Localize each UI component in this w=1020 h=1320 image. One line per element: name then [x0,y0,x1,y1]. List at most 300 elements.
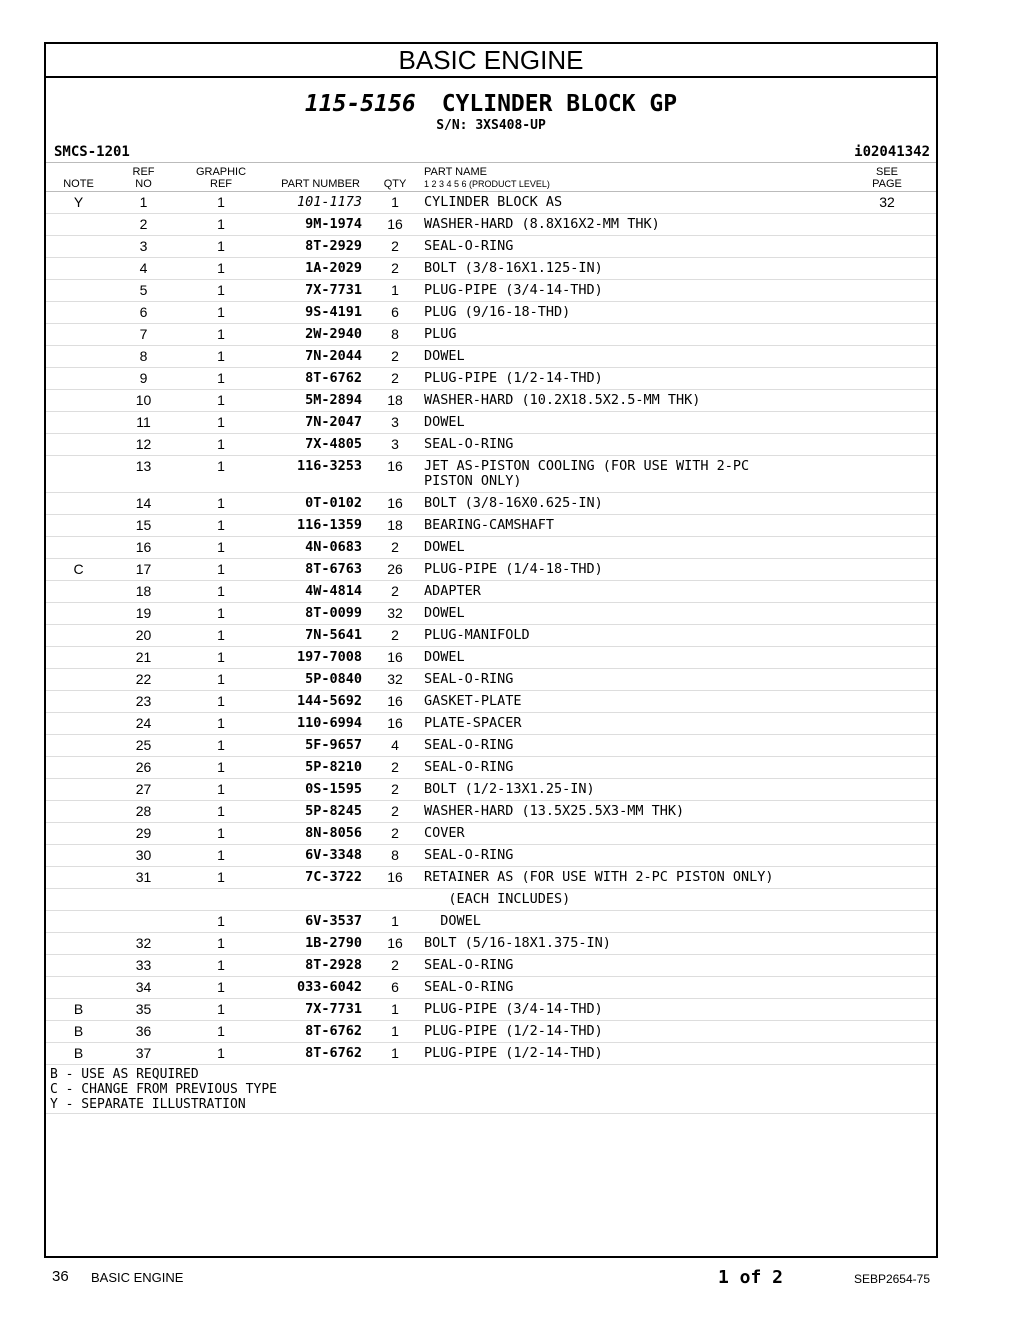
cell-part-number: 7N-5641 [266,625,372,647]
cell-part-number: 8T-6762 [266,1043,372,1065]
cell-graphic-ref: 1 [176,845,266,867]
cell-note [46,280,111,302]
cell-note [46,258,111,280]
cell-part-name: SEAL-O-RING [418,977,838,999]
table-row [46,933,936,955]
cell-qty: 18 [372,515,418,537]
cell-graphic-ref: 1 [176,537,266,559]
table-row [46,999,936,1021]
cell-note [46,757,111,779]
col-note: NOTE [46,163,111,192]
cell-part-name: WASHER-HARD (8.8X16X2-MM THK) [418,214,838,236]
section-title: BASIC ENGINE [46,44,936,78]
cell-qty: 8 [372,324,418,346]
cell-qty: 2 [372,801,418,823]
cell-qty: 2 [372,537,418,559]
cell-part-number: 0T-0102 [266,493,372,515]
cell-see-page [838,1021,936,1043]
cell-part-number: 4N-0683 [266,537,372,559]
cell-part-name: CYLINDER BLOCK AS [418,192,838,214]
cell-qty: 2 [372,955,418,977]
cell-ref-no: 28 [111,801,176,823]
cell-part-name: DOWEL [418,603,838,625]
cell-graphic-ref: 1 [176,412,266,434]
cell-part-number: 8T-6762 [266,368,372,390]
cell-qty: 16 [372,214,418,236]
cell-part-name: SEAL-O-RING [418,236,838,258]
cell-ref-no: 31 [111,867,176,889]
cell-part-name: BEARING-CAMSHAFT [418,515,838,537]
cell-graphic-ref: 1 [176,493,266,515]
cell-part-number: 8T-6762 [266,1021,372,1043]
cell-part-name: SEAL-O-RING [418,845,838,867]
cell-part-name: PLUG (9/16-18-THD) [418,302,838,324]
cell-part-name: ADAPTER [418,581,838,603]
cell-note [46,713,111,735]
cell-graphic-ref: 1 [176,559,266,581]
table-row [46,559,936,581]
cell-note [46,581,111,603]
cell-qty: 32 [372,603,418,625]
cell-graphic-ref: 1 [176,757,266,779]
cell-part-number: 5P-8210 [266,757,372,779]
cell-see-page [838,515,936,537]
cell-note [46,214,111,236]
cell-note [46,390,111,412]
cell-see-page [838,214,936,236]
cell-graphic-ref: 1 [176,779,266,801]
cell-graphic-ref: 1 [176,236,266,258]
cell-ref-no: 7 [111,324,176,346]
cell-note [46,889,111,911]
cell-see-page [838,955,936,977]
cell-note [46,603,111,625]
group-title [46,90,936,118]
cell-note [46,779,111,801]
cell-part-name: RETAINER AS (FOR USE WITH 2-PC PISTON ONLY) [418,867,838,889]
cell-graphic-ref: 1 [176,302,266,324]
cell-see-page [838,625,936,647]
table-row [46,434,936,456]
cell-part-number: 6V-3537 [266,911,372,933]
cell-qty: 2 [372,625,418,647]
col-graphic-ref: GRAPHIC REF [176,163,266,192]
cell-part-number: 2W-2940 [266,324,372,346]
cell-qty: 16 [372,456,418,493]
cell-graphic-ref: 1 [176,390,266,412]
cell-part-name: PLUG-PIPE (3/4-14-THD) [418,999,838,1021]
cell-graphic-ref: 1 [176,955,266,977]
cell-see-page [838,867,936,889]
cell-graphic-ref: 1 [176,735,266,757]
cell-ref-no: 5 [111,280,176,302]
illustration-id: i02041342 [854,144,930,160]
note-c: C - CHANGE FROM PREVIOUS TYPE [50,1082,277,1097]
cell-graphic-ref: 1 [176,515,266,537]
cell-part-name: WASHER-HARD (10.2X18.5X2.5-MM THK) [418,390,838,412]
cell-part-number: 9S-4191 [266,302,372,324]
cell-part-number: 8T-0099 [266,603,372,625]
cell-graphic-ref: 1 [176,867,266,889]
table-row [46,346,936,368]
cell-see-page [838,889,936,911]
cell-part-number: 116-3253 [266,456,372,493]
smcs-row [46,142,936,162]
cell-note [46,647,111,669]
cell-part-number: 4W-4814 [266,581,372,603]
cell-qty: 6 [372,302,418,324]
cell-note [46,434,111,456]
cell-ref-no: 23 [111,691,176,713]
cell-note [46,625,111,647]
cell-qty: 26 [372,559,418,581]
cell-part-number: 5M-2894 [266,390,372,412]
cell-part-name: SEAL-O-RING [418,757,838,779]
cell-ref-no: 14 [111,493,176,515]
cell-graphic-ref: 1 [176,214,266,236]
cell-ref-no: 4 [111,258,176,280]
cell-see-page [838,911,936,933]
col-qty: QTY [372,163,418,192]
table-row [46,691,936,713]
cell-note [46,537,111,559]
cell-ref-no: 37 [111,1043,176,1065]
notes-legend [46,1065,936,1114]
cell-ref-no: 3 [111,236,176,258]
cell-note: B [46,999,111,1021]
cell-part-number: 6V-3348 [266,845,372,867]
parts-page-frame [44,42,938,1258]
cell-note [46,346,111,368]
cell-ref-no: 29 [111,823,176,845]
cell-qty: 2 [372,779,418,801]
cell-note [46,669,111,691]
cell-graphic-ref: 1 [176,911,266,933]
cell-graphic-ref: 1 [176,625,266,647]
cell-qty: 18 [372,390,418,412]
table-row [46,911,936,933]
cell-qty: 2 [372,757,418,779]
cell-note: C [46,559,111,581]
table-row [46,625,936,647]
table-row [46,236,936,258]
cell-qty: 1 [372,1043,418,1065]
table-row [46,889,936,911]
cell-graphic-ref [176,889,266,911]
cell-qty: 1 [372,192,418,214]
cell-part-name: PLUG [418,324,838,346]
table-row [46,493,936,515]
cell-part-number: 8T-2928 [266,955,372,977]
smcs-code: SMCS-1201 [54,144,130,160]
cell-see-page [838,537,936,559]
cell-graphic-ref: 1 [176,1021,266,1043]
cell-graphic-ref: 1 [176,346,266,368]
cell-ref-no: 20 [111,625,176,647]
cell-ref-no: 36 [111,1021,176,1043]
col-part-number: PART NUMBER [266,163,372,192]
cell-ref-no: 15 [111,515,176,537]
table-row [46,823,936,845]
cell-part-number: 8N-8056 [266,823,372,845]
cell-see-page [838,324,936,346]
cell-see-page [838,236,936,258]
cell-part-name: GASKET-PLATE [418,691,838,713]
cell-part-number: 7N-2044 [266,346,372,368]
cell-see-page: 32 [838,192,936,214]
cell-graphic-ref: 1 [176,456,266,493]
cell-qty: 1 [372,280,418,302]
cell-note [46,845,111,867]
cell-see-page [838,603,936,625]
note-y: Y - SEPARATE ILLUSTRATION [50,1097,246,1112]
cell-part-number: 101-1173 [266,192,372,214]
cell-part-number: 144-5692 [266,691,372,713]
cell-ref-no: 10 [111,390,176,412]
cell-ref-no: 27 [111,779,176,801]
table-row [46,977,936,999]
cell-graphic-ref: 1 [176,192,266,214]
cell-ref-no: 24 [111,713,176,735]
cell-graphic-ref: 1 [176,999,266,1021]
cell-graphic-ref: 1 [176,823,266,845]
cell-note [46,324,111,346]
table-row [46,581,936,603]
cell-qty: 2 [372,236,418,258]
footer-section: BASIC ENGINE [91,1270,184,1285]
cell-part-name: BOLT (3/8-16X0.625-IN) [418,493,838,515]
table-header-row [46,163,936,192]
cell-part-name: COVER [418,823,838,845]
cell-part-number: 5P-0840 [266,669,372,691]
cell-note: Y [46,192,111,214]
cell-note [46,493,111,515]
cell-part-name: BOLT (5/16-18X1.375-IN) [418,933,838,955]
cell-graphic-ref: 1 [176,801,266,823]
cell-part-name: (EACH INCLUDES) [418,889,838,911]
cell-graphic-ref: 1 [176,977,266,999]
cell-part-number: 7X-4805 [266,434,372,456]
table-row [46,757,936,779]
cell-see-page [838,1043,936,1065]
cell-qty: 3 [372,412,418,434]
cell-part-name: DOWEL [418,346,838,368]
cell-ref-no: 16 [111,537,176,559]
cell-ref-no [111,911,176,933]
table-row [46,412,936,434]
cell-note [46,456,111,493]
table-row [46,647,936,669]
cell-part-number: 5P-8245 [266,801,372,823]
cell-see-page [838,713,936,735]
cell-part-number: 9M-1974 [266,214,372,236]
cell-graphic-ref: 1 [176,713,266,735]
cell-qty: 32 [372,669,418,691]
cell-graphic-ref: 1 [176,581,266,603]
cell-note: B [46,1021,111,1043]
cell-see-page [838,434,936,456]
cell-qty: 3 [372,434,418,456]
col-ref-no: REF NO [111,163,176,192]
table-row [46,258,936,280]
cell-qty: 1 [372,999,418,1021]
cell-note [46,977,111,999]
table-row [46,603,936,625]
cell-part-name: PLUG-PIPE (1/2-14-THD) [418,368,838,390]
cell-note [46,801,111,823]
table-row [46,713,936,735]
cell-qty: 2 [372,258,418,280]
cell-ref-no: 6 [111,302,176,324]
cell-note [46,412,111,434]
cell-part-number: 8T-2929 [266,236,372,258]
cell-ref-no: 8 [111,346,176,368]
cell-see-page [838,412,936,434]
cell-graphic-ref: 1 [176,368,266,390]
cell-see-page [838,801,936,823]
product-level-header: 1 2 3 4 5 6 (PRODUCT LEVEL) [424,179,550,189]
cell-qty: 16 [372,493,418,515]
cell-part-number [266,889,372,911]
cell-part-name: PLATE-SPACER [418,713,838,735]
cell-part-name: DOWEL [418,537,838,559]
table-row [46,302,936,324]
cell-see-page [838,493,936,515]
cell-graphic-ref: 1 [176,324,266,346]
group-name: CYLINDER BLOCK GP [441,91,678,117]
table-row [46,280,936,302]
table-row [46,515,936,537]
table-row [46,669,936,691]
cell-note [46,236,111,258]
cell-part-name: DOWEL [418,647,838,669]
cell-note [46,823,111,845]
cell-ref-no: 33 [111,955,176,977]
table-row [46,390,936,412]
parts-table [46,162,936,1065]
cell-part-number: 7X-7731 [266,999,372,1021]
cell-ref-no: 30 [111,845,176,867]
cell-note [46,911,111,933]
cell-part-number: 1B-2790 [266,933,372,955]
cell-see-page [838,669,936,691]
cell-part-name: PLUG-PIPE (1/2-14-THD) [418,1043,838,1065]
cell-part-name: DOWEL [418,911,838,933]
cell-note [46,368,111,390]
cell-see-page [838,581,936,603]
cell-see-page [838,280,936,302]
cell-see-page [838,302,936,324]
cell-part-name: BOLT (3/8-16X1.125-IN) [418,258,838,280]
table-row [46,456,936,493]
cell-ref-no: 35 [111,999,176,1021]
cell-qty: 6 [372,977,418,999]
cell-part-name: SEAL-O-RING [418,434,838,456]
cell-part-name: BOLT (1/2-13X1.25-IN) [418,779,838,801]
cell-graphic-ref: 1 [176,691,266,713]
cell-qty: 2 [372,581,418,603]
cell-ref-no: 34 [111,977,176,999]
cell-ref-no: 1 [111,192,176,214]
cell-see-page [838,368,936,390]
cell-ref-no: 13 [111,456,176,493]
cell-note [46,933,111,955]
cell-qty: 2 [372,823,418,845]
cell-qty: 16 [372,933,418,955]
cell-part-number: 0S-1595 [266,779,372,801]
cell-graphic-ref: 1 [176,258,266,280]
cell-ref-no: 11 [111,412,176,434]
cell-see-page [838,647,936,669]
cell-note [46,735,111,757]
cell-qty: 16 [372,867,418,889]
cell-part-name: WASHER-HARD (13.5X25.5X3-MM THK) [418,801,838,823]
cell-ref-no [111,889,176,911]
cell-part-name: SEAL-O-RING [418,955,838,977]
cell-ref-no: 25 [111,735,176,757]
cell-note: B [46,1043,111,1065]
cell-graphic-ref: 1 [176,647,266,669]
cell-see-page [838,735,936,757]
cell-part-number: 7N-2047 [266,412,372,434]
cell-ref-no: 22 [111,669,176,691]
cell-qty: 16 [372,647,418,669]
cell-graphic-ref: 1 [176,603,266,625]
cell-part-number: 110-6994 [266,713,372,735]
table-row [46,324,936,346]
document-id: SEBP2654-75 [853,1272,930,1286]
cell-graphic-ref: 1 [176,434,266,456]
cell-part-name: PLUG-PIPE (3/4-14-THD) [418,280,838,302]
cell-note [46,867,111,889]
page-of: 1 of 2 [718,1267,784,1288]
cell-ref-no: 12 [111,434,176,456]
cell-see-page [838,691,936,713]
cell-part-number: 197-7008 [266,647,372,669]
table-row [46,1021,936,1043]
cell-see-page [838,823,936,845]
cell-graphic-ref: 1 [176,933,266,955]
cell-note [46,302,111,324]
cell-ref-no: 9 [111,368,176,390]
cell-part-name: JET AS-PISTON COOLING (FOR USE WITH 2-PC PISTON ONLY) [418,456,838,493]
cell-qty: 2 [372,368,418,390]
cell-ref-no: 2 [111,214,176,236]
cell-part-number: 7C-3722 [266,867,372,889]
cell-part-name: SEAL-O-RING [418,735,838,757]
group-part-number: 115-5156 [304,91,416,117]
cell-ref-no: 26 [111,757,176,779]
cell-see-page [838,845,936,867]
cell-see-page [838,933,936,955]
table-row [46,368,936,390]
page-footer [0,1262,1020,1292]
table-row [46,192,936,214]
note-b: B - USE AS REQUIRED [50,1067,199,1082]
table-row [46,214,936,236]
cell-note [46,515,111,537]
table-row [46,537,936,559]
cell-qty [372,889,418,911]
page-number: 36 [52,1268,69,1285]
cell-see-page [838,456,936,493]
cell-qty: 2 [372,346,418,368]
cell-ref-no: 18 [111,581,176,603]
table-row [46,845,936,867]
cell-part-number: 5F-9657 [266,735,372,757]
cell-qty: 1 [372,911,418,933]
cell-graphic-ref: 1 [176,1043,266,1065]
